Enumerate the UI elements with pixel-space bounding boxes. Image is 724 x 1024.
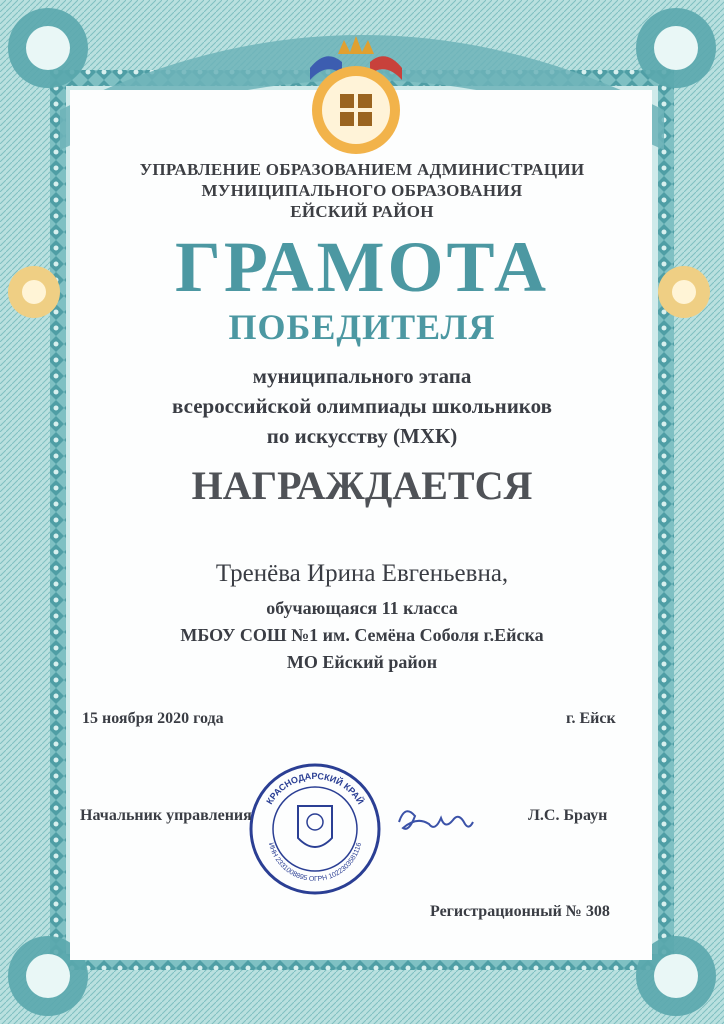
header-line-2: МУНИЦИПАЛЬНОГО ОБРАЗОВАНИЯ — [201, 181, 523, 200]
issue-city: г. Ейск — [566, 710, 616, 727]
recipient-school: МБОУ СОШ №1 им. Семёна Соболя г.Ейска — [180, 625, 544, 645]
handwritten-signature — [395, 798, 475, 844]
event-line-2: всероссийской олимпиады школьников — [172, 394, 552, 418]
registration-number: Регистрационный № 308 — [430, 903, 610, 920]
event-line-3: по искусству (МХК) — [266, 424, 458, 448]
signatory-position: Начальник управления — [80, 807, 252, 824]
event-line-1: муниципального этапа — [252, 364, 472, 388]
recipient-name: Тренёва Ирина Евгеньевна, — [215, 560, 509, 587]
olympiad-logo — [296, 30, 416, 155]
header-line-1: УПРАВЛЕНИЕ ОБРАЗОВАНИЕМ АДМИНИСТРАЦИИ — [139, 160, 585, 179]
stamp-text-top: КРАСНОДАРСКИЙ КРАЙ — [264, 770, 366, 806]
svg-text:ИНН 2331008895 ОГРН 1022303581 — [267, 842, 363, 883]
recipient-district: МО Ейский район — [286, 652, 438, 672]
official-stamp — [246, 760, 384, 898]
certificate-subtitle: ПОБЕДИТЕЛЯ — [228, 307, 496, 347]
issue-date: 15 ноября 2020 года — [82, 710, 224, 727]
header-line-3: ЕЙСКИЙ РАЙОН — [290, 202, 434, 221]
awarded-heading: НАГРАЖДАЕТСЯ — [191, 463, 533, 508]
recipient-grade: обучающаяся 11 класса — [266, 598, 458, 618]
certificate-title: ГРАМОТА — [175, 227, 549, 307]
signatory-name: Л.С. Браун — [528, 807, 608, 824]
stamp-text-bottom: ИНН 2331008895 ОГРН 1022303581116 — [266, 841, 364, 884]
